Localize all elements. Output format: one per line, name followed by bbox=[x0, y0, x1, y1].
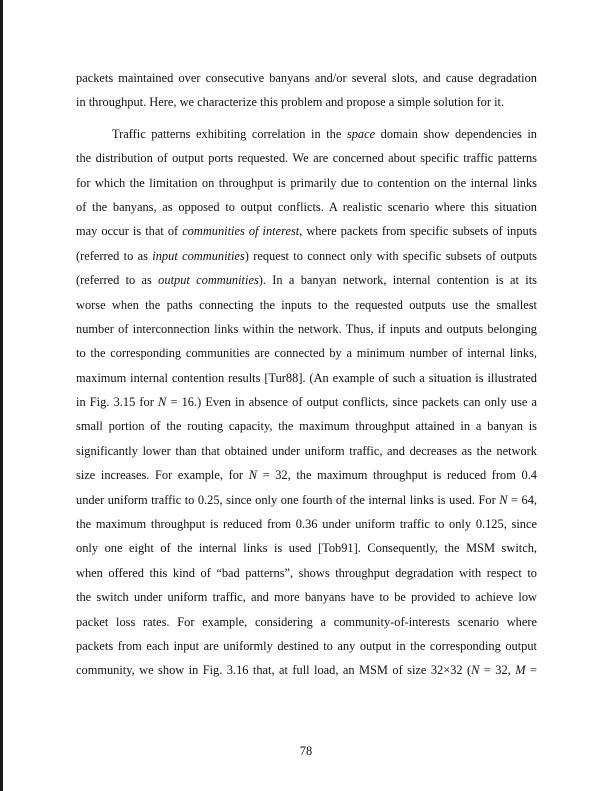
text-segment: of the banyans, as opposed to output conflicts. A realistic scenario where this situation bbox=[76, 199, 537, 214]
text-segment: (referred to as bbox=[76, 273, 159, 288]
text-line bbox=[76, 585, 537, 609]
text-line bbox=[76, 122, 537, 146]
text-line bbox=[76, 317, 537, 341]
text-segment: only one eight of the internal links is used [Tob91]. Consequently, the MSM switch, bbox=[76, 541, 537, 556]
text-segment: packets from each input are uniformly destined to any output in the corresponding output bbox=[76, 638, 537, 653]
text-segment: significantly lower than that obtained under uniform traffic, and decreases as the network bbox=[76, 443, 537, 458]
text-line bbox=[76, 439, 537, 463]
text-segment: = 64, bbox=[507, 492, 537, 507]
page-number: 78 bbox=[299, 744, 313, 758]
text-segment: worse when the paths connecting the inputs to the requested outputs use the smallest bbox=[76, 297, 537, 312]
document-body bbox=[76, 66, 537, 683]
text-segment: under uniform traffic to 0.25, since only one fourth of the internal links is used. For bbox=[76, 492, 500, 507]
text-line bbox=[76, 268, 537, 292]
text-segment: ) request to connect only with specific subsets of outputs bbox=[244, 248, 537, 263]
italic-text: M bbox=[515, 663, 526, 678]
text-segment: (referred to as bbox=[76, 248, 153, 263]
text-line bbox=[76, 171, 537, 195]
text-segment: ). In a banyan network, internal contention is at its bbox=[258, 273, 537, 288]
text-segment: the maximum throughput is reduced from 0.36 under uniform traffic to only 0.125, since bbox=[76, 517, 537, 532]
italic-text: N bbox=[158, 395, 167, 410]
text-segment: may occur is that of bbox=[76, 224, 183, 239]
text-segment: the distribution of output ports requested. We are concerned about specific traffic patterns bbox=[76, 151, 537, 166]
text-line bbox=[76, 341, 537, 365]
text-segment: number of interconnection links within the network. Thus, if inputs and outputs belonging bbox=[76, 321, 537, 336]
text-segment: to the corresponding communities are connected by a minimum number of internal links, bbox=[76, 346, 537, 361]
text-segment: packets maintained over consecutive banyans and/or several slots, and cause degradation bbox=[76, 71, 537, 85]
text-segment: domain show dependencies in bbox=[375, 126, 537, 141]
italic-text: input communities bbox=[152, 248, 245, 263]
italic-text: communities of interest bbox=[182, 224, 300, 239]
text-line bbox=[76, 463, 537, 487]
text-segment: = 16.) Even in absence of output conflicts, since packets can only use a bbox=[166, 395, 537, 410]
italic-text: output communities bbox=[158, 273, 259, 288]
text-segment: Traffic patterns exhibiting correlation in the bbox=[112, 126, 347, 141]
text-line bbox=[76, 66, 537, 90]
text-line bbox=[76, 561, 537, 585]
text-line bbox=[76, 219, 537, 243]
text-segment: size increases. For example, for bbox=[76, 468, 249, 483]
text-segment: for which the limitation on throughput is primarily due to contention on the internal links bbox=[76, 175, 537, 190]
italic-text: N bbox=[499, 492, 508, 507]
text-line bbox=[76, 244, 537, 268]
text-segment: in throughput. Here, we characterize this problem and propose a simple solution for it. bbox=[76, 95, 505, 110]
italic-text: space bbox=[346, 126, 376, 141]
text-line bbox=[76, 90, 537, 114]
text-line bbox=[76, 658, 537, 682]
text-segment: = 32, the maximum throughput is reduced from 0.4 bbox=[256, 468, 538, 483]
text-segment: = bbox=[525, 663, 537, 678]
paragraph bbox=[76, 66, 537, 115]
text-line bbox=[76, 146, 537, 170]
text-segment: maximum internal contention results [Tur88]. (An example of such a situation is illustrated bbox=[76, 370, 537, 385]
text-line bbox=[76, 512, 537, 536]
italic-text: N bbox=[248, 468, 257, 483]
text-segment: the switch under uniform traffic, and more banyans have to be provided to achieve low bbox=[76, 590, 537, 605]
text-line bbox=[76, 390, 537, 414]
text-line bbox=[76, 293, 537, 317]
text-line bbox=[76, 366, 537, 390]
text-line bbox=[76, 414, 537, 438]
text-line bbox=[76, 536, 537, 560]
text-line bbox=[76, 488, 537, 512]
text-line bbox=[76, 610, 537, 634]
text-segment: small portion of the routing capacity, the maximum throughput attained in a banyan is bbox=[76, 419, 537, 434]
paragraph bbox=[76, 122, 537, 683]
text-line bbox=[76, 634, 537, 658]
text-segment: community, we show in Fig. 3.16 that, at full load, an MSM of size 32×32 ( bbox=[76, 663, 472, 678]
italic-text: N bbox=[471, 663, 480, 678]
text-segment: when offered this kind of “bad patterns”, shows throughput degradation with respect to bbox=[76, 565, 537, 580]
text-segment: packet loss rates. For example, considering a community-of-interests scenario where bbox=[76, 614, 537, 629]
text-line bbox=[76, 195, 537, 219]
page-scan-edge bbox=[0, 0, 3, 791]
text-segment: in Fig. 3.15 for bbox=[76, 395, 159, 410]
text-segment: = 32, bbox=[479, 663, 516, 678]
text-segment: , where packets from specific subsets of inputs bbox=[299, 224, 538, 239]
